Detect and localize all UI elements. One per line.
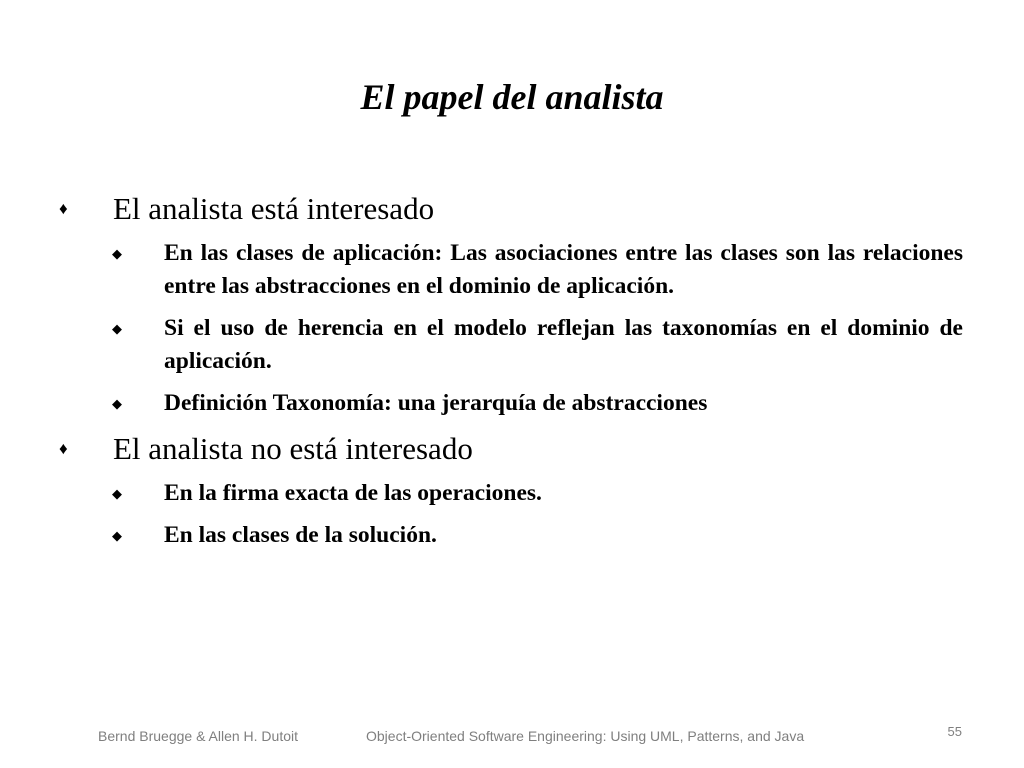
diamond-bullet-icon: ◆	[112, 246, 122, 261]
section-heading-not-interested	[59, 429, 963, 469]
diamond-bullet-icon: ♦	[59, 199, 68, 218]
list-item-text: En las clases de la solución.	[164, 522, 437, 548]
list-item-text: Si el uso de herencia en el modelo reflejan las taxonomías en el dominio de aplicación.	[164, 315, 963, 374]
footer-book-title: Object-Oriented Software Engineering: Using UML, Patterns, and Java	[366, 728, 805, 744]
diamond-bullet-icon: ◆	[112, 321, 122, 336]
list-item	[112, 387, 963, 420]
slide-title: El papel del analista	[360, 77, 664, 117]
list-item-text: En las clases de aplicación: Las asociaciones entre las clases son las relaciones entre las abstracciones en el dominio de aplicación.	[164, 240, 963, 299]
footer-authors: Bernd Bruegge & Allen H. Dutoit	[98, 728, 299, 744]
slide-footer	[0, 724, 1024, 768]
diamond-bullet-icon: ◆	[112, 486, 122, 501]
section-heading-text: El analista está interesado	[113, 191, 435, 226]
diamond-bullet-icon: ♦	[59, 439, 68, 458]
list-item-text: En la firma exacta de las operaciones.	[164, 480, 542, 506]
diamond-bullet-icon: ◆	[112, 396, 122, 411]
slide-content	[0, 189, 1024, 561]
section-heading-text: El analista no está interesado	[113, 431, 473, 466]
diamond-bullet-icon: ◆	[112, 528, 122, 543]
list-item	[112, 477, 963, 510]
list-item-text: Definición Taxonomía: una jerarquía de abstracciones	[164, 390, 708, 416]
list-item	[112, 237, 963, 303]
section-heading-interested	[59, 189, 963, 229]
page-number: 55	[947, 724, 962, 739]
list-item	[112, 519, 963, 552]
list-item	[112, 312, 963, 378]
